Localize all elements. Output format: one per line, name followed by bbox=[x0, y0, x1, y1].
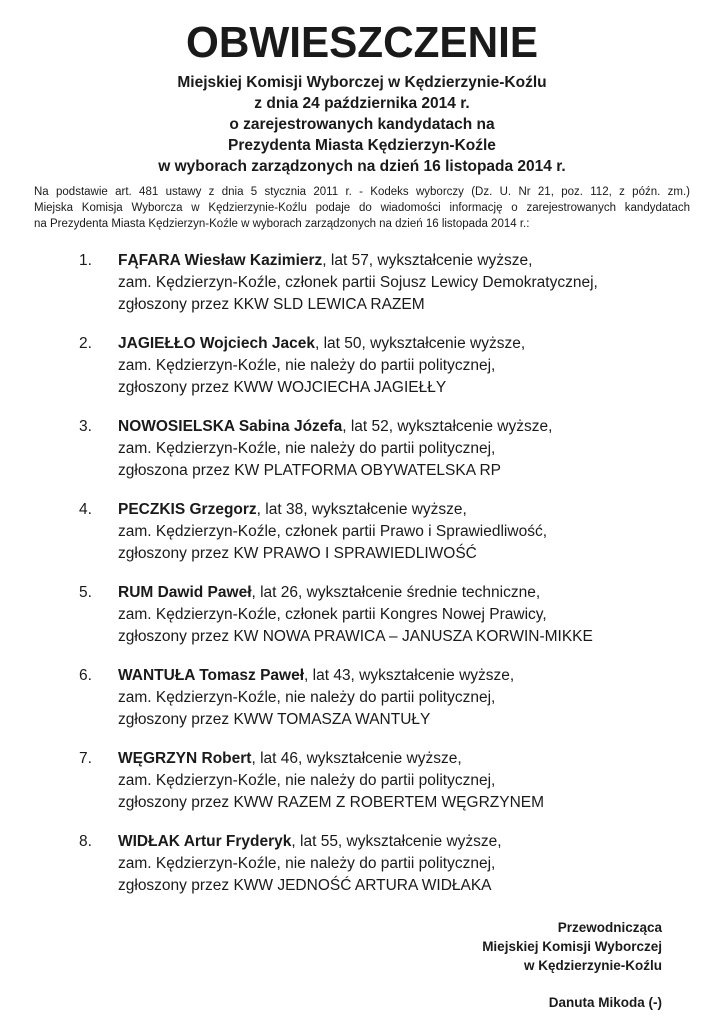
candidate-nominated-by: zgłoszony przez KWW JEDNOŚĆ ARTURA WIDŁAKA bbox=[118, 877, 492, 894]
candidate-nominated-by: zgłoszony przez KWW WOJCIECHA JAGIEŁŁY bbox=[118, 379, 447, 396]
intro-line: Na podstawie art. 481 ustawy z dnia 5 stycznia 2011 r. - Kodeks wyborczy (Dz. U. Nr 21, poz. 112, z późn. zm.) bbox=[34, 186, 690, 198]
candidate-residence: zam. Kędzierzyn-Koźle, członek partii Kongres Nowej Prawicy, bbox=[118, 606, 547, 623]
candidate-residence: zam. Kędzierzyn-Koźle, nie należy do partii politycznej, bbox=[118, 440, 496, 457]
subtitle-line: Miejskiej Komisji Wyborczej w Kędzierzynie-Koźlu bbox=[177, 74, 547, 91]
candidate-number: 3. bbox=[79, 418, 92, 435]
candidate-age-education: , lat 46, wykształcenie wyższe, bbox=[251, 750, 462, 767]
candidate-name: RUM Dawid Paweł bbox=[118, 584, 252, 601]
candidate-age-education: , lat 57, wykształcenie wyższe, bbox=[322, 252, 533, 269]
candidate-name: FĄFARA Wiesław Kazimierz bbox=[118, 252, 323, 269]
candidate-details bbox=[118, 748, 698, 814]
candidate-name: PECZKIS Grzegorz bbox=[118, 501, 257, 518]
candidate-name: NOWOSIELSKA Sabina Józefa bbox=[118, 418, 343, 435]
document-title: OBWIESZCZENIE bbox=[185, 18, 539, 67]
signatory-name: Danuta Mikoda (-) bbox=[548, 995, 662, 1010]
candidate-age-education: , lat 52, wykształcenie wyższe, bbox=[342, 418, 553, 435]
candidate-residence: zam. Kędzierzyn-Koźle, nie należy do partii politycznej, bbox=[118, 855, 496, 872]
candidate-age-education: , lat 38, wykształcenie wyższe, bbox=[256, 501, 467, 518]
candidate-name: WANTUŁA Tomasz Paweł bbox=[118, 667, 305, 684]
candidate-number: 4. bbox=[79, 501, 92, 518]
candidate-nominated-by: zgłoszony przez KWW TOMASZA WANTUŁY bbox=[118, 711, 431, 728]
candidate-details bbox=[118, 582, 698, 648]
candidate-residence: zam. Kędzierzyn-Koźle, członek partii Sojusz Lewicy Demokratycznej, bbox=[118, 274, 598, 291]
subtitle-line: w wyborach zarządzonych na dzień 16 listopada 2014 r. bbox=[158, 158, 566, 175]
candidate-number: 8. bbox=[79, 833, 92, 850]
candidate-nominated-by: zgłoszony przez KKW SLD LEWICA RAZEM bbox=[118, 296, 425, 313]
subtitle-line: o zarejestrowanych kandydatach na bbox=[229, 116, 495, 133]
candidate-details bbox=[118, 499, 698, 565]
candidate-nominated-by: zgłoszony przez KW NOWA PRAWICA – JANUSZA KORWIN-MIKKE bbox=[118, 628, 593, 645]
candidate-residence: zam. Kędzierzyn-Koźle, członek partii Prawo i Sprawiedliwość, bbox=[118, 523, 547, 540]
candidate-number: 2. bbox=[79, 335, 92, 352]
candidate-details bbox=[118, 416, 698, 482]
subtitle-line: Prezydenta Miasta Kędzierzyn-Koźle bbox=[228, 137, 496, 154]
candidate-details bbox=[118, 333, 698, 399]
signature-title: w Kędzierzynie-Koźlu bbox=[523, 958, 662, 973]
candidate-age-education: , lat 50, wykształcenie wyższe, bbox=[314, 335, 526, 352]
candidate-nominated-by: zgłoszony przez KWW RAZEM Z ROBERTEM WĘGRZYNEM bbox=[118, 794, 545, 811]
candidate-details bbox=[118, 831, 698, 897]
candidate-name: WIDŁAK Artur Fryderyk bbox=[118, 833, 292, 850]
candidate-residence: zam. Kędzierzyn-Koźle, nie należy do partii politycznej, bbox=[118, 772, 496, 789]
candidate-name: JAGIEŁŁO Wojciech Jacek bbox=[118, 335, 315, 352]
signature-title: Miejskiej Komisji Wyborczej bbox=[482, 939, 662, 954]
intro-paragraph bbox=[34, 184, 690, 232]
candidate-name: WĘGRZYN Robert bbox=[118, 750, 252, 767]
candidate-number: 1. bbox=[79, 252, 92, 269]
candidate-nominated-by: zgłoszony przez KW PRAWO I SPRAWIEDLIWOŚĆ bbox=[118, 545, 477, 562]
candidate-residence: zam. Kędzierzyn-Koźle, nie należy do partii politycznej, bbox=[118, 357, 496, 374]
signature-block bbox=[402, 918, 662, 1012]
candidate-number: 5. bbox=[79, 584, 92, 601]
candidate-age-education: , lat 43, wykształcenie wyższe, bbox=[304, 667, 515, 684]
subtitle-line: z dnia 24 października 2014 r. bbox=[254, 95, 470, 112]
candidate-details bbox=[118, 665, 698, 731]
signature-title: Przewodnicząca bbox=[557, 920, 662, 935]
candidate-residence: zam. Kędzierzyn-Koźle, nie należy do partii politycznej, bbox=[118, 689, 496, 706]
candidate-number: 7. bbox=[79, 750, 92, 767]
candidate-nominated-by: zgłoszona przez KW PLATFORMA OBYWATELSKA RP bbox=[118, 462, 502, 479]
intro-line: Miejska Komisja Wyborcza w Kędzierzynie-Koźlu podaje do wiadomości informację o zarejestrowanych kandydatach bbox=[34, 202, 690, 214]
candidate-number: 6. bbox=[79, 667, 92, 684]
candidate-age-education: , lat 55, wykształcenie wyższe, bbox=[291, 833, 502, 850]
candidate-details bbox=[118, 250, 698, 316]
document-subtitle bbox=[0, 72, 724, 177]
candidate-age-education: , lat 26, wykształcenie średnie techniczne, bbox=[251, 584, 541, 601]
intro-line: na Prezydenta Miasta Kędzierzyn-Koźle w wyborach zarządzonych na dzień 16 listopada 2014 r.: bbox=[34, 218, 530, 230]
